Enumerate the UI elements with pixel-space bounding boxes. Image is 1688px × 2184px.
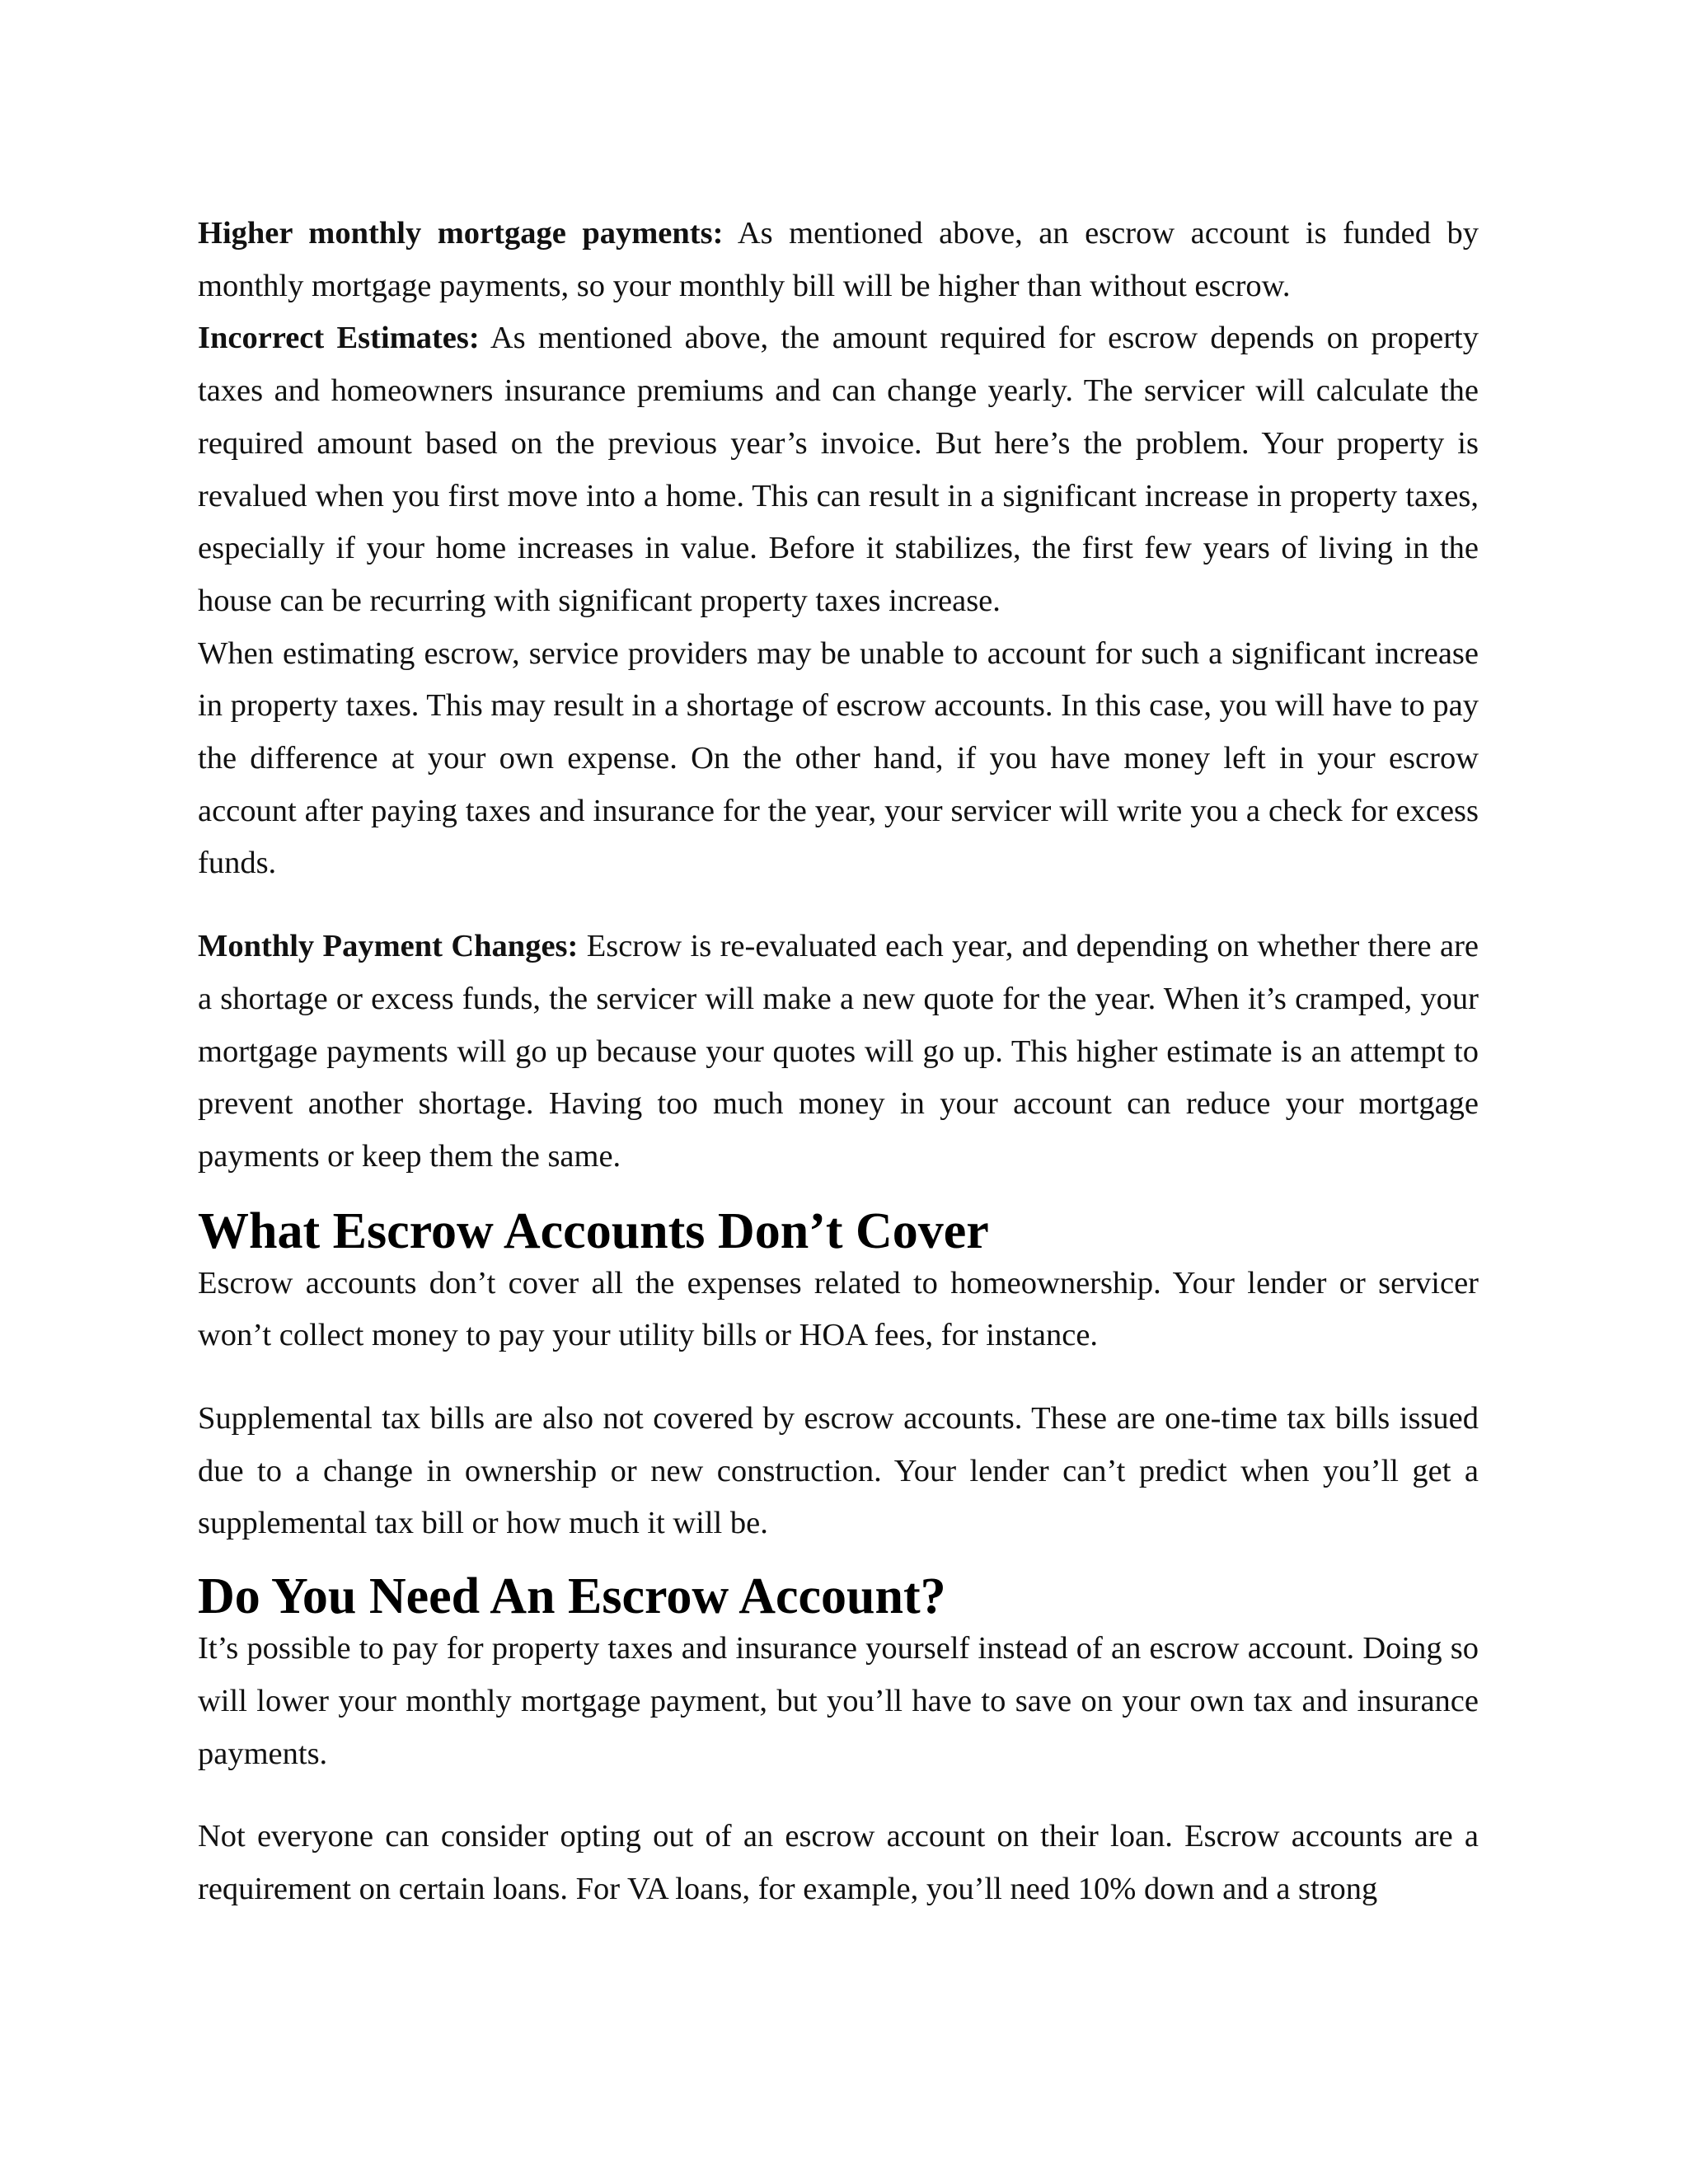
paragraph-higher-payments	[198, 208, 1479, 312]
term-incorrect-estimates: Incorrect Estimates:	[198, 321, 480, 356]
paragraph-text: Escrow is re-evaluated each year, and depending on whether there are a shortage or excess funds, the servicer will make a new quote for the year. When it’s cramped, your mortgage payments will go up because your quotes will go up. This higher estimate is an attempt to prevent another shortage. Having too much money in your account can reduce your mortgage payments or keep them the same.	[198, 929, 1479, 1174]
paragraph-text: As mentioned above, an escrow account is funded by monthly mortgage payments, so your monthly bill will be higher than without escrow.	[198, 216, 1479, 303]
term-higher-payments: Higher monthly mortgage payments:	[198, 216, 724, 251]
paragraph-incorrect-estimates	[198, 312, 1479, 627]
paragraph-payment-changes	[198, 921, 1479, 1183]
heading-dont-cover: What Escrow Accounts Don’t Cover	[198, 1202, 989, 1259]
paragraph-text: As mentioned above, the amount required for escrow depends on property taxes and homeowners insurance premiums and can change yearly. The servicer will calculate the required amount based on the previous year’s invoice. But here’s the problem. Your property is revalued when you first move into a home. This can result in a significant increase in property taxes, especially if your home increases in value. Before it stabilizes, the first few years of living in the house can be recurring with significant property taxes increase.	[198, 321, 1479, 618]
document-page	[198, 208, 1479, 1916]
paragraph-opt-out: Not everyone can consider opting out of an escrow account on their loan. Escrow accounts are a requirement on certain loans. For VA loans, for example, you’ll need 10% down and a strong	[198, 1819, 1479, 1906]
term-payment-changes: Monthly Payment Changes:	[198, 929, 579, 964]
heading-need-escrow: Do You Need An Escrow Account?	[198, 1568, 946, 1625]
paragraph-dont-cover-expenses: Escrow accounts don’t cover all the expenses related to homeownership. Your lender or servicer won’t collect money to pay your utility bills or HOA fees, for instance.	[198, 1265, 1479, 1353]
paragraph-escrow-shortage: When estimating escrow, service providers may be unable to account for such a significant increase in property taxes. This may result in a shortage of escrow accounts. In this case, you will have to pay the difference at your own expense. On the other hand, if you have money left in your escrow account after paying taxes and insurance for the year, your servicer will write you a check for excess funds.	[198, 635, 1479, 881]
paragraph-pay-yourself: It’s possible to pay for property taxes and insurance yourself instead of an escrow account. Doing so will lower your monthly mortgage payment, but you’ll have to save on your own tax and insurance payments.	[198, 1631, 1479, 1771]
paragraph-supplemental-tax: Supplemental tax bills are also not covered by escrow accounts. These are one-time tax bills issued due to a change in ownership or new construction. Your lender can’t predict when you’ll get a supplemental tax bill or how much it will be.	[198, 1401, 1479, 1541]
